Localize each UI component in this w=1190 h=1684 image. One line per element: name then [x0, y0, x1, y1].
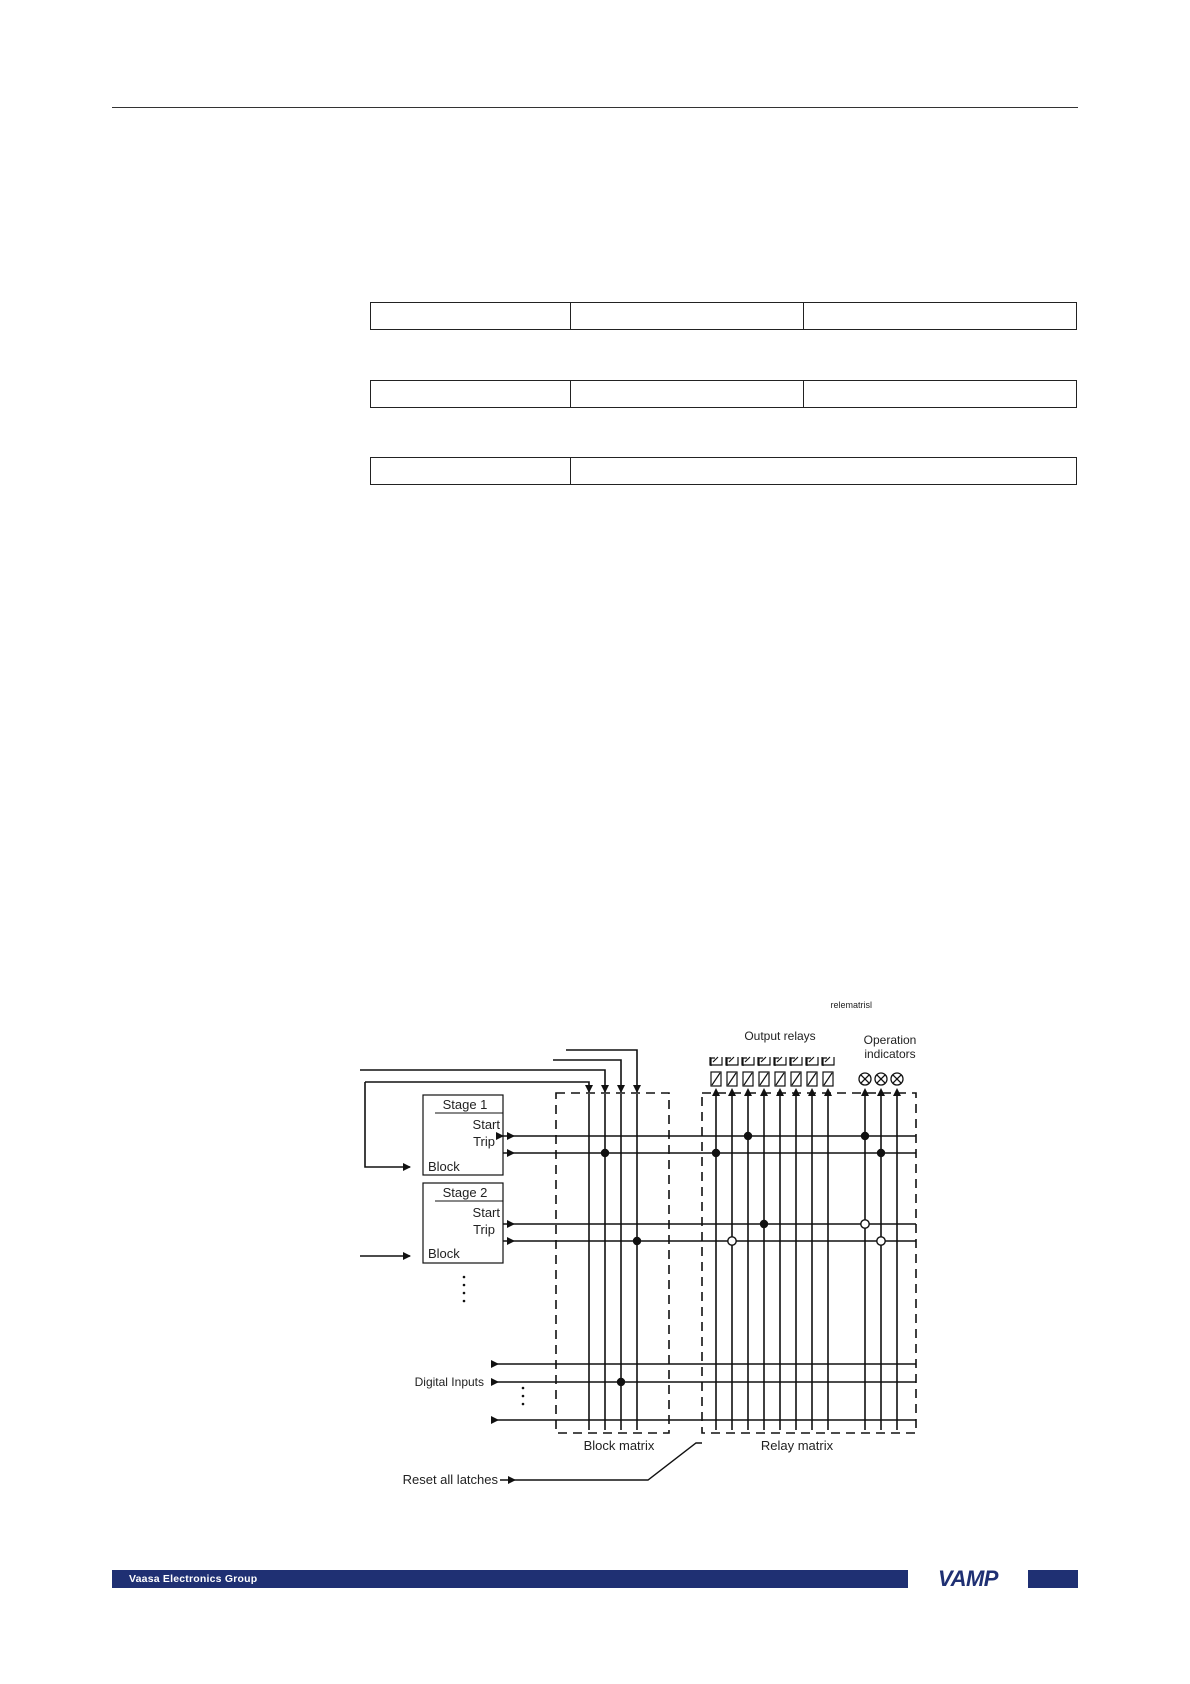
- relay-coil-slash: [824, 1073, 832, 1085]
- operation-indicators-label-1: Operation: [863, 1033, 917, 1047]
- column-arrow: [861, 1088, 869, 1096]
- output-matrix-diagram: [360, 990, 920, 1510]
- signal-lines: [491, 1136, 916, 1420]
- indicator-lamps: [859, 1073, 903, 1085]
- table-cell: [571, 381, 804, 407]
- operation-indicators-label-2: indicators: [864, 1047, 916, 1061]
- connection-dot-latched: [861, 1220, 869, 1228]
- signal-arrows: [491, 1132, 515, 1424]
- settings-table-3: [370, 457, 1077, 485]
- column-arrow: [877, 1088, 885, 1096]
- digital-inputs-label: Digital Inputs: [414, 1375, 484, 1389]
- table-cell: [371, 303, 571, 329]
- dots-inputs: [522, 1387, 525, 1406]
- column-lines: [589, 1088, 901, 1430]
- connection-dot-set: [617, 1378, 625, 1386]
- relay-coil-slash: [744, 1073, 752, 1085]
- column-arrow: [744, 1088, 752, 1096]
- stage-2-block-label: Block: [428, 1246, 460, 1261]
- output-relays-label: Output relays: [744, 1029, 816, 1043]
- stage-1-trip-label: Trip: [473, 1134, 495, 1149]
- table-cell: [804, 303, 1076, 329]
- column-arrow: [760, 1088, 768, 1096]
- connection-dot-set: [760, 1220, 768, 1228]
- relay-contact-symbols: [710, 1057, 834, 1086]
- connection-dot-set: [877, 1149, 885, 1157]
- connection-dot-set: [633, 1237, 641, 1245]
- stage-2-start-label: Start: [472, 1205, 500, 1220]
- stage-1-box: [423, 1095, 503, 1175]
- column-arrow: [776, 1088, 784, 1096]
- footer-bar: [112, 1566, 1078, 1591]
- reset-label: Reset all latches: [402, 1472, 498, 1487]
- connection-dot-set: [744, 1132, 752, 1140]
- block-matrix-label: Block matrix: [583, 1438, 655, 1453]
- vamp-logo: VAMP: [908, 1570, 1028, 1588]
- column-arrow: [893, 1088, 901, 1096]
- column-arrow: [728, 1088, 736, 1096]
- table-cell: [371, 381, 571, 407]
- relay-coil-slash: [728, 1073, 736, 1085]
- table-cell: [371, 458, 571, 484]
- dots-stages: [463, 1276, 466, 1303]
- reset-arrow: [508, 1476, 516, 1484]
- column-arrow: [792, 1088, 800, 1096]
- column-arrow: [808, 1088, 816, 1096]
- relay-coil-slash: [712, 1073, 720, 1085]
- stage-2-title: Stage 2: [442, 1185, 488, 1200]
- stage-1-start-label: Start: [472, 1117, 500, 1132]
- relay-coil-slash: [760, 1073, 768, 1085]
- stage-2-trip-label: Trip: [473, 1222, 495, 1237]
- column-arrow: [712, 1088, 720, 1096]
- relay-coil-slash: [808, 1073, 816, 1085]
- file-tag: relematrisl: [830, 1000, 872, 1010]
- connection-dot-set: [712, 1149, 720, 1157]
- relay-coil-slash: [776, 1073, 784, 1085]
- settings-table-2: [370, 380, 1077, 408]
- connection-dot-latched: [877, 1237, 885, 1245]
- stage-1-block-label: Block: [428, 1159, 460, 1174]
- stage-1-title: Stage 1: [442, 1097, 488, 1112]
- connection-dots: [601, 1132, 885, 1386]
- connection-dot-latched: [728, 1237, 736, 1245]
- connection-dot-set: [601, 1149, 609, 1157]
- relay-coil-slash: [792, 1073, 800, 1085]
- footer-bar-tail: [1028, 1570, 1078, 1588]
- connection-dot-set: [861, 1132, 869, 1140]
- table-cell: [804, 381, 1076, 407]
- settings-table-1: [370, 302, 1077, 330]
- stage-2-box: [423, 1183, 503, 1263]
- relay-matrix-label: Relay matrix: [760, 1438, 834, 1453]
- table-cell: [571, 458, 1076, 484]
- company-name: Vaasa Electronics Group: [112, 1570, 908, 1588]
- header-rule: [112, 107, 1078, 108]
- table-cell: [571, 303, 804, 329]
- column-arrow: [824, 1088, 832, 1096]
